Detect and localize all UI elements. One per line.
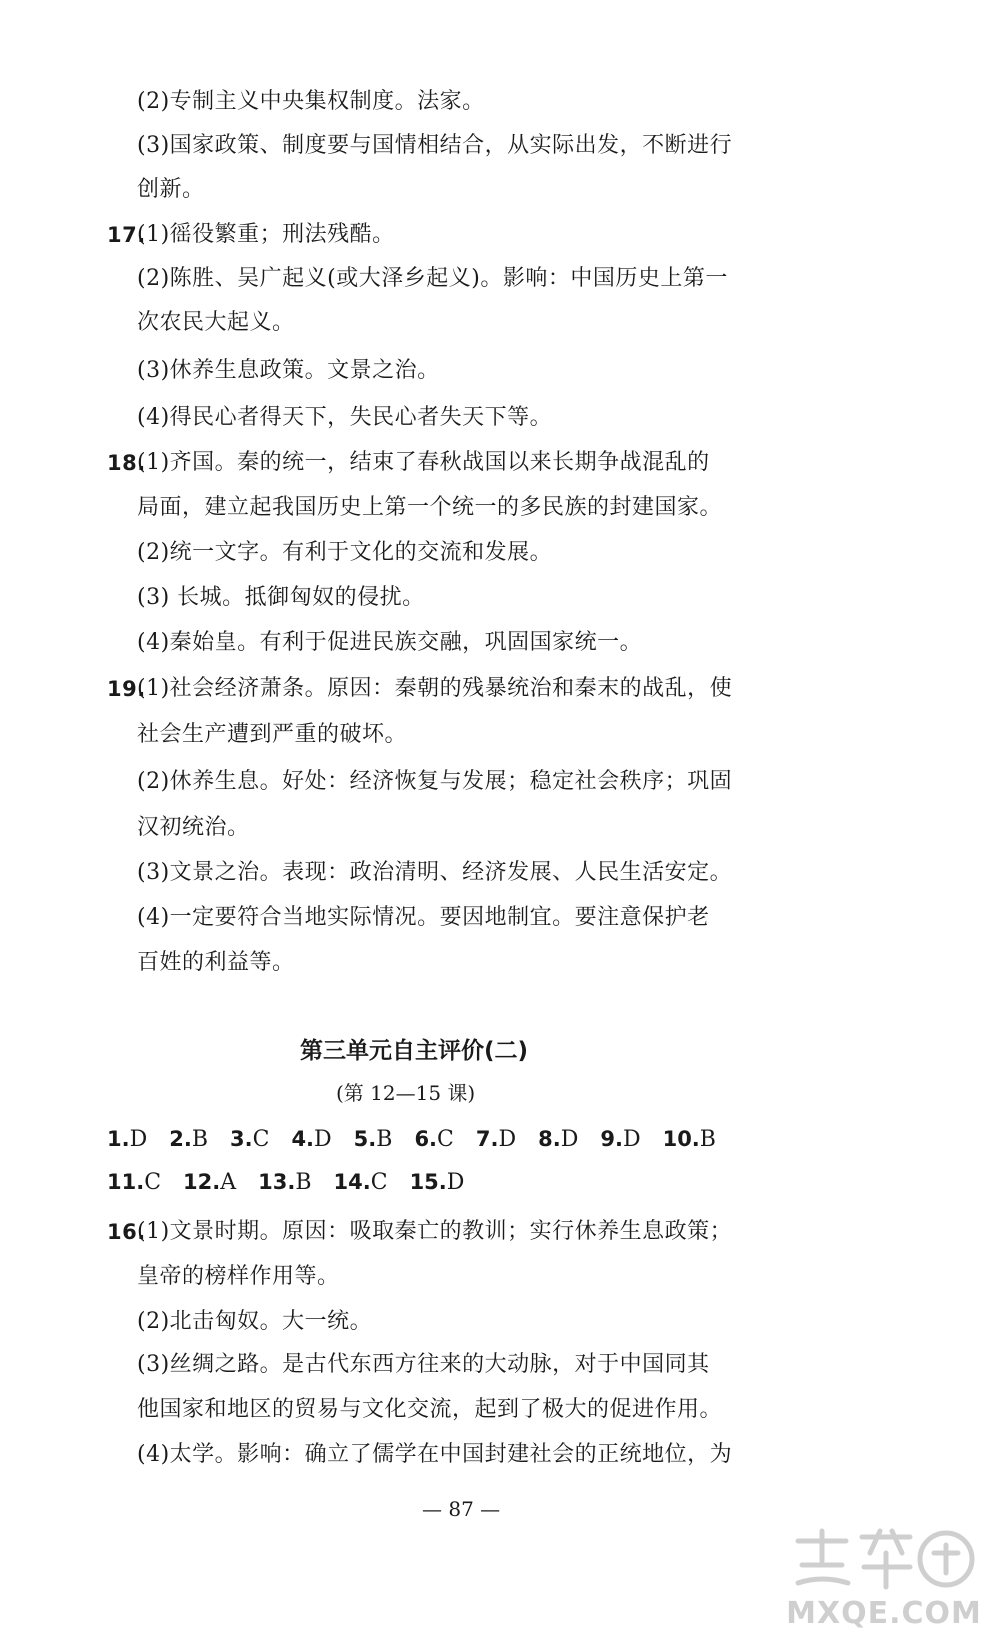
answer-line: (2)统一文字。有利于文化的交流和发展。 [137, 540, 553, 565]
answer-line: (3)文景之治。表现：政治清明、经济发展、人民生活安定。 [137, 860, 733, 885]
mc-answer [230, 1124, 269, 1155]
answer-line: (1)徭役繁重；刑法残酷。 [137, 222, 395, 247]
answer-line: (1)社会经济萧条。原因：秦朝的残暴统治和秦末的战乱，使 [137, 676, 733, 701]
answer-line: 汉初统治。 [137, 815, 250, 840]
watermark-logo [784, 1523, 984, 1633]
mc-letter: C [144, 1170, 162, 1195]
mc-number: 5. [353, 1127, 377, 1151]
answer-line: (2)专制主义中央集权制度。法家。 [137, 89, 485, 114]
mc-answer [414, 1124, 453, 1155]
page-number: — 87 — [422, 1497, 501, 1521]
mc-answer [107, 1167, 161, 1198]
answer-line: 他国家和地区的贸易与文化交流，起到了极大的促进作用。 [137, 1397, 723, 1422]
mc-letter: D [314, 1127, 332, 1152]
answer-line: 次农民大起义。 [137, 310, 295, 335]
watermark-glyphs [798, 1531, 972, 1587]
mc-number: 9. [600, 1127, 623, 1151]
mc-letter: C [252, 1127, 270, 1152]
mc-answer [334, 1167, 388, 1198]
answer-line: (4)秦始皇。有利于促进民族交融，巩固国家统一。 [137, 630, 643, 655]
section-subtitle: (第 12—15 课) [336, 1081, 476, 1105]
mc-letter: B [191, 1127, 208, 1152]
mc-letter: A [220, 1170, 237, 1195]
answer-line: (2)休养生息。好处：经济恢复与发展；稳定社会秩序；巩固 [137, 769, 733, 794]
answer-line: 皇帝的榜样作用等。 [137, 1264, 340, 1289]
question-number: 16. [107, 1220, 146, 1244]
answer-line: (4)得民心者得天下，失民心者失天下等。 [137, 405, 553, 430]
answer-line: (4)太学。影响：确立了儒学在中国封建社会的正统地位，为 [137, 1442, 733, 1467]
mc-answer [476, 1124, 516, 1155]
question-number: 17. [107, 223, 146, 247]
mc-letter: B [295, 1170, 312, 1195]
mc-letter: C [370, 1170, 388, 1195]
mc-number: 3. [230, 1127, 253, 1151]
mc-answer [258, 1167, 311, 1198]
mc-letter: C [437, 1127, 454, 1152]
answer-line: (2)陈胜、吴广起义(或大泽乡起义)。影响：中国历史上第一 [137, 266, 728, 291]
mc-answer [663, 1124, 716, 1155]
mc-row [107, 1124, 738, 1155]
answer-line: (3)国家政策、制度要与国情相结合，从实际出发，不断进行 [137, 133, 733, 158]
answer-line: (4)一定要符合当地实际情况。要因地制宜。要注意保护老 [137, 905, 710, 930]
mc-number: 11. [107, 1170, 145, 1194]
mc-answer [183, 1167, 236, 1198]
mc-letter: B [376, 1127, 393, 1152]
mc-answer [169, 1124, 208, 1155]
mc-number: 4. [291, 1127, 315, 1151]
mc-number: 6. [414, 1127, 438, 1151]
mc-letter: B [699, 1127, 716, 1152]
answer-line: (1)齐国。秦的统一，结束了春秋战国以来长期争战混乱的 [137, 450, 710, 475]
section-title: 第三单元自主评价(二) [300, 1038, 529, 1064]
question-number: 18. [107, 451, 146, 475]
answer-line: (2)北击匈奴。大一统。 [137, 1309, 373, 1334]
answer-line: (3)丝绸之路。是古代东西方往来的大动脉，对于中国同其 [137, 1352, 710, 1377]
answer-line: (3) 长城。抵御匈奴的侵扰。 [137, 585, 425, 610]
mc-number: 1. [107, 1127, 130, 1151]
mc-answer [291, 1124, 331, 1155]
mc-number: 2. [169, 1127, 192, 1151]
answer-line: 局面，建立起我国历史上第一个统一的多民族的封建国家。 [137, 495, 723, 520]
watermark-text: MXQE.COM [786, 1596, 982, 1631]
answer-line: (1)文景时期。原因：吸取秦亡的教训；实行休养生息政策； [137, 1219, 733, 1244]
mc-letter: D [622, 1127, 641, 1152]
question-number: 19. [107, 677, 146, 701]
mc-answer [354, 1124, 393, 1155]
mc-letter: D [498, 1127, 517, 1152]
answer-line: (3)休养生息政策。文景之治。 [137, 358, 440, 383]
answer-line: 创新。 [137, 177, 205, 202]
answer-line: 百姓的利益等。 [137, 950, 295, 975]
mc-answer [600, 1124, 640, 1155]
mc-answer [538, 1124, 578, 1155]
mc-number: 12. [183, 1170, 221, 1194]
mc-number: 14. [333, 1170, 371, 1194]
mc-letter: D [446, 1170, 465, 1195]
mc-letter: D [129, 1127, 148, 1152]
mc-answer [107, 1124, 147, 1155]
mc-number: 15. [409, 1170, 447, 1194]
mc-number: 10. [662, 1127, 700, 1151]
mc-number: 13. [258, 1170, 296, 1194]
answer-line: 社会生产遭到严重的破坏。 [137, 722, 408, 747]
mc-number: 8. [538, 1127, 561, 1151]
mc-number: 7. [475, 1127, 499, 1151]
mc-letter: D [560, 1127, 579, 1152]
mc-row [107, 1167, 486, 1198]
mc-answer [410, 1167, 465, 1198]
